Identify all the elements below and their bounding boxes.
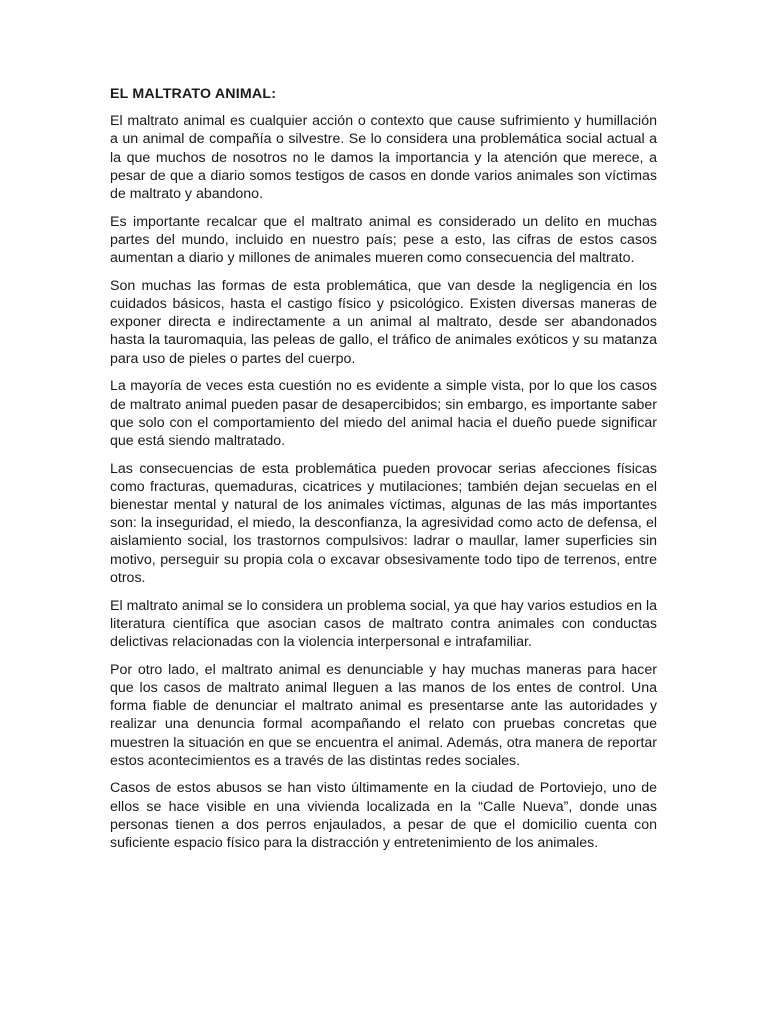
paragraph-6: El maltrato animal se lo considera un problema social, ya que hay varios estudios en la literatura científica que asocian casos de maltrato contra animales con conductas delictivas relacionadas con la violencia interpersonal e intrafamiliar. [110, 597, 657, 650]
paragraph-3: Son muchas las formas de esta problemática, que van desde la negligencia en los cuidados básicos, hasta el castigo físico y psicológico. Existen diversas maneras de exponer directa e indirectamente a un animal al maltrato, desde ser abandonados hasta la tauromaquia, las peleas de gallo, el tráfico de animales exóticos y su matanza para uso de pieles o partes del cuerpo. [110, 277, 657, 367]
paragraph-1: El maltrato animal es cualquier acción o contexto que cause sufrimiento y humillación a un animal de compañía o silvestre. Se lo considera una problemática social actual a la que muchos de nosotros no le damos la importancia y la atención que merece, a pesar de que a diario somos testigos de casos en donde varios animales son víctimas de maltrato y abandono. [110, 113, 657, 203]
paragraph-5: Las consecuencias de esta problemática pueden provocar serias afecciones físicas como fracturas, quemaduras, cicatrices y mutilaciones; también dejan secuelas en el bienestar mental y natural de los animales víctimas, algunas de las más importantes son: la inseguridad, el miedo, la desconfianza, la agresividad como acto de defensa, el aislamiento social, los trastornos compulsivos: ladrar o maullar, lamer superficies sin motivo, perseguir su propia cola o excavar obsesivamente todo tipo de terrenos, entre otros. [110, 460, 657, 586]
document-title: EL MALTRATO ANIMAL: [110, 86, 277, 102]
document-page [110, 85, 657, 862]
paragraph-8: Casos de estos abusos se han visto últimamente en la ciudad de Portoviejo, uno de ellos se hace visible en una vivienda localizada en la “Calle Nueva”, donde unas personas tienen a dos perros enjaulados, a pesar de que el domicilio cuenta con suficiente espacio físico para la distracción y entretenimiento de los animales. [110, 780, 657, 852]
paragraph-2: Es importante recalcar que el maltrato animal es considerado un delito en muchas partes del mundo, incluido en nuestro país; pese a esto, las cifras de estos casos aumentan a diario y millones de animales mueren como consecuencia del maltrato. [110, 213, 657, 267]
paragraph-4: La mayoría de veces esta cuestión no es evidente a simple vista, por lo que los casos de maltrato animal pueden pasar de desapercibidos; sin embargo, es importante saber que solo con el comportamiento del miedo del animal hacia el dueño puede significar que está siendo maltratado. [110, 378, 657, 449]
paragraph-7: Por otro lado, el maltrato animal es denunciable y hay muchas maneras para hacer que los casos de maltrato animal lleguen a las manos de los entes de control. Una forma fiable de denunciar el maltrato animal es presentarse ante las autoridades y realizar una denuncia formal acompañando el relato con pruebas concretas que muestren la situación en que se encuentra el animal. Además, otra manera de reportar estos acontecimientos es a través de las distintas redes sociales. [110, 661, 657, 769]
